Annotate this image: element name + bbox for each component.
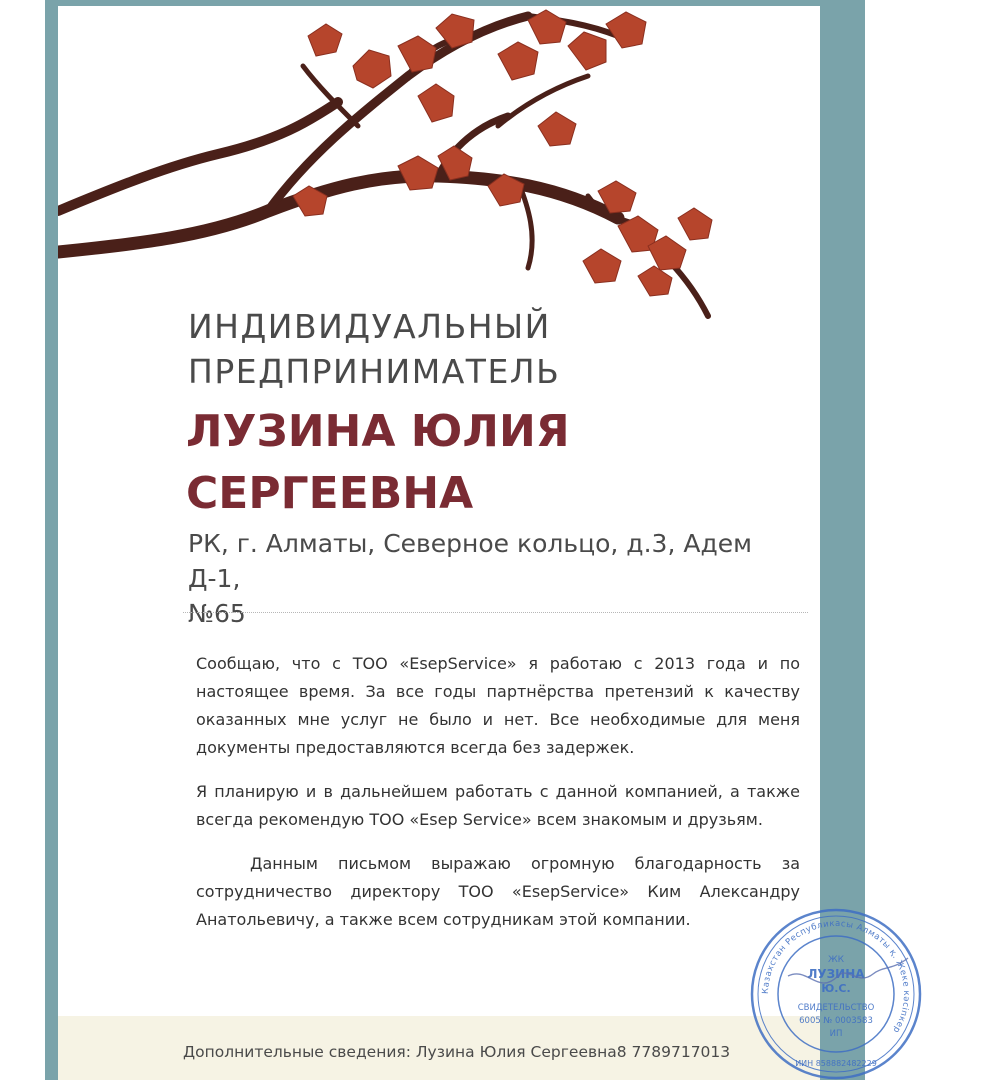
stamp-line-4: СВИДЕТЕЛЬСТВО	[797, 1003, 875, 1013]
blossom-branch-illustration	[58, 6, 820, 336]
letter-paragraph-3: Данным письмом выражаю огромную благодарность за сотрудничество директору ТОО «EsepService» Ким Александру Анатольевичу, а также всем сотрудникам этой компании.	[196, 854, 800, 929]
letter-paragraph-1: Сообщаю, что с ТОО «EsepService» я работаю с 2013 года и по настоящее время. За все годы партнёрства претензий к качеству оказанных мне услуг не было и нет. Все необходимые для меня документы предоставляются всегда без задержек.	[196, 654, 800, 757]
entrepreneur-name	[186, 401, 806, 525]
stamp-line-1: ЖК	[827, 955, 845, 965]
name-line-2: СЕРГЕЕВНА	[186, 468, 474, 519]
letter-paragraph-2: Я планирую и в дальнейшем работать с данной компанией, а также всегда рекомендую ТОО «Esep Service» всем знакомым и друзьям.	[196, 782, 800, 829]
title-line-1: ИНДИВИДУАЛЬНЫЙ	[188, 307, 551, 346]
header-divider	[183, 612, 808, 613]
stamp-line-6: ИП	[829, 1029, 843, 1039]
stamp-iin: ИИН 858882482229	[795, 1059, 877, 1068]
title-heading	[188, 304, 808, 394]
letter-sheet	[58, 6, 912, 1080]
footer-info: Дополнительные сведения: Лузина Юлия Сергеевна8 7789717013	[183, 1043, 731, 1061]
address-block	[188, 526, 808, 631]
letter-body	[196, 650, 800, 950]
title-line-2: ПРЕДПРИНИМАТЕЛЬ	[188, 352, 561, 391]
official-stamp	[748, 906, 924, 1082]
stamp-line-2: ЛУЗИНА	[807, 967, 865, 981]
stamp-line-3: Ю.С.	[821, 982, 851, 995]
address-line-1: РК, г. Алматы, Северное кольцо, д.3, Адем Д-1,	[188, 529, 752, 593]
address-line-2: №65	[188, 599, 246, 628]
stamp-ring-text: Казахстан Республикасы Алматы қ. Жеке кәсіпкер	[760, 918, 912, 1035]
stamp-line-5: 6005 № 0003583	[799, 1016, 873, 1026]
name-line-1: ЛУЗИНА ЮЛИЯ	[186, 406, 570, 457]
